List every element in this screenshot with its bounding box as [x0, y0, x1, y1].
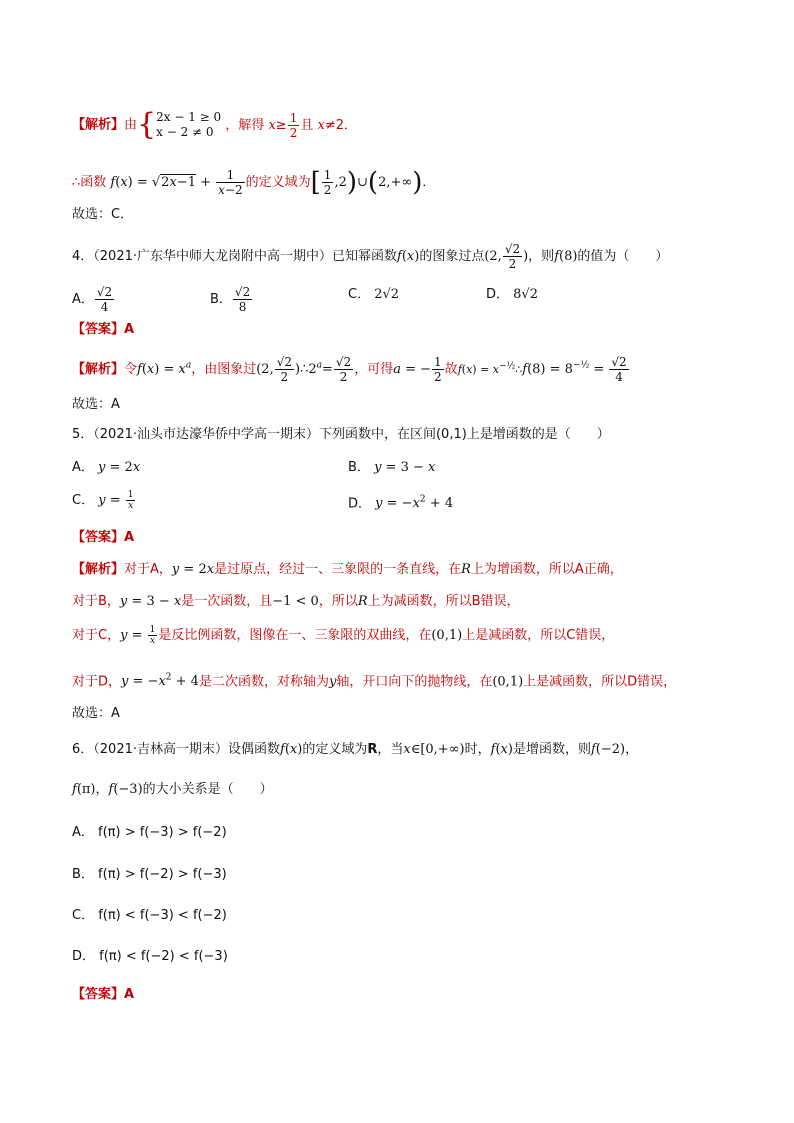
q4-stem: 4．（2021·广东华中师大龙岗附中高一期中）已知幂函数f(x)的图象过点(2, $\frac{√2}{2}$ )，则f(8)的值为（ ） — [72, 242, 669, 271]
q6-option-d: D． f(π) < f(−2) < f(−3) — [72, 949, 228, 964]
q3-analysis-line: 【解析】由{ 2x − 1 ≥ 0 x − 2 ≠ 0 ，解得 x≥ $\frac{1}{2}$ 且 x≠2． — [72, 107, 357, 142]
q5-stem: 5．（2021·汕头市达濠华侨中学高一期末）下列函数中，在区间(0,1)上是增函数的是（ ） — [72, 427, 610, 442]
q3-choose: 故选：C． — [72, 207, 134, 222]
q5-option-a: A． y = 2x — [72, 460, 141, 475]
q6-option-a: A． f(π) > f(−3) > f(−2) — [72, 825, 227, 840]
q5-choose: 故选：A — [72, 706, 120, 721]
q5-analysis-3: 对于C，y = $\frac{1}{x}$ 是反比例函数，图像在一、三象限的双曲线，在(0,1)上是减函数，所以C错误， — [72, 625, 615, 646]
q5-analysis-2: 对于B，y = 3 − x是一次函数，且−1 < 0，所以R上为减函数，所以B错误， — [72, 594, 520, 609]
q5-analysis-4: 对于D，$y = -x^2 + 4$是二次函数，对称轴为y轴，开口向下的抛物线，在(0,1)上是减函数，所以D错误， — [72, 673, 677, 690]
q5-analysis-1: 【解析】对于A，y = 2x是过原点，经过一、三象限的一条直线，在R上为增函数，所以A正确， — [72, 562, 623, 577]
q3-domain-interval: [ $\frac{1}{2}$ ,2)∪(2,+∞)． — [310, 167, 436, 198]
q4-option-d: D． 8√2 — [486, 287, 538, 302]
q3-domain-line: ∴函数 f(x) = √2x−1 + $\frac{1}{x-2}$ 的定义域为[ $\frac{1}{2}$ ,2)∪(2,+∞)． — [72, 167, 436, 198]
q4-option-a: A． $\frac{√2}{4}$ — [72, 285, 113, 314]
q4-choose: 故选：A — [72, 397, 120, 412]
q3-function-expr: f(x) = √2x−1 + $\frac{1}{x-2}$ — [110, 168, 243, 197]
analysis-label: 【解析】 — [72, 117, 125, 133]
q6-answer: 【答案】A — [72, 987, 135, 1002]
q5-option-c: C． y = $\frac{1}{x}$ — [72, 490, 134, 511]
q6-stem-1: 6．（2021·吉林高一期末）设偶函数f(x)的定义域为R，当x∈[0,+∞)时，f(x)是增函数，则f(−2)， — [72, 742, 639, 757]
q4-answer: 【答案】A — [72, 322, 135, 337]
q5-answer: 【答案】A — [72, 530, 135, 545]
q5-option-b: B． y = 3 − x — [348, 460, 436, 475]
q6-option-b: B． f(π) > f(−2) > f(−3) — [72, 867, 227, 882]
q4-analysis: 【解析】令$f(x) = x^a$，由图象过(2, $\frac{√2}{2}$ )$\therefore 2^a=$ $\frac{√2}{2}$ ，可得a = − $\frac{1}{2}$ 故$f(x) = x^{-\frac{1}{2}}\therefore f(8) = 8^{-\frac{1}{2}}$ = $\frac{√2}{4}$ — [72, 355, 627, 384]
q5-option-d: D． $y = -x^2 + 4$ — [348, 495, 454, 512]
q3-result: ，解得 x≥ $\frac{1}{2}$ 且 x≠2． — [225, 110, 357, 140]
q4-option-c: C． 2√2 — [348, 287, 400, 302]
q6-stem-2: f(π)，f(−3)的大小关系是（ ） — [72, 782, 273, 797]
q4-option-b: B． $\frac{√2}{8}$ — [210, 285, 251, 314]
inequality-system: 2x − 1 ≥ 0 x − 2 ≠ 0 — [156, 110, 222, 139]
q6-option-c: C． f(π) < f(−3) < f(−2) — [72, 908, 227, 923]
analysis-you: 由 — [124, 117, 138, 133]
